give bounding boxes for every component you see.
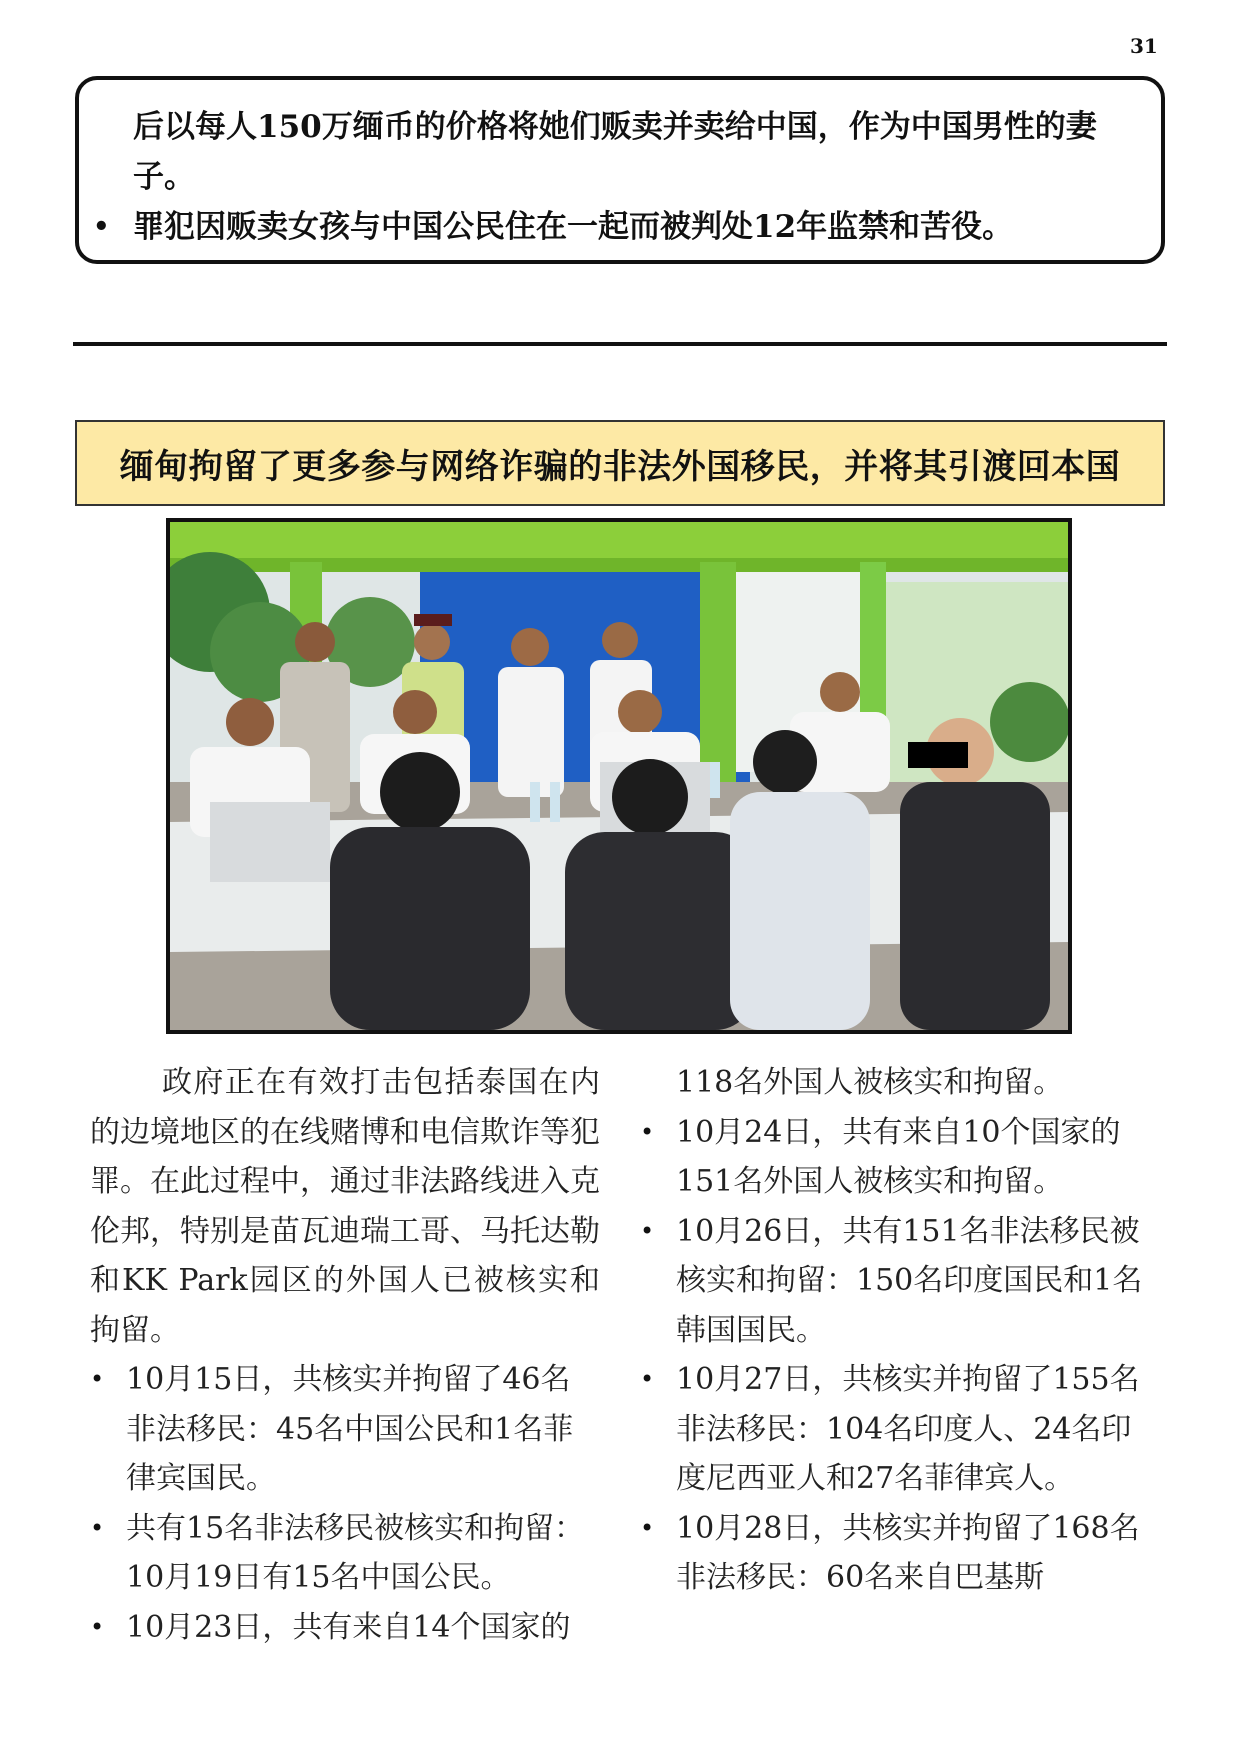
right-column <box>640 1058 1150 1603</box>
page-number: 31 <box>1130 34 1158 58</box>
photo-illustration <box>170 522 1068 1030</box>
box-text-line: 后以每人150万缅币的价格将她们贩卖并卖给中国，作为中国男性的妻 <box>133 109 1097 145</box>
intro-paragraph: 政府正在有效打击包括泰国在内的边境地区的在线赌博和电信欺诈等犯罪。在此过程中，通过非法路线进入克伦邦，特别是苗瓦迪瑞工哥、马托达勒和KK Park园区的外国人已被核实和拘留。 <box>90 1065 600 1348</box>
news-photo <box>166 518 1072 1034</box>
left-column <box>90 1058 600 1652</box>
list-item: • 10月27日，共核实并拘留了155名非法移民：104名印度人、24名印度尼西亚人和27名菲律宾人。 <box>640 1355 1150 1504</box>
list-item: • 10月23日，共有来自14个国家的 <box>90 1603 600 1653</box>
list-item-continuation: 118名外国人被核实和拘留。 <box>676 1065 1064 1100</box>
box-text-line: 子。 <box>133 159 195 195</box>
list-item: • 10月28日，共核实并拘留了168名非法移民：60名来自巴基斯 <box>640 1504 1150 1603</box>
list-item: • 10月26日，共有151名非法移民被核实和拘留：150名印度国民和1名韩国国民。 <box>640 1207 1150 1356</box>
section-divider <box>73 342 1167 346</box>
list-item: • 10月24日，共有来自10个国家的151名外国人被核实和拘留。 <box>640 1108 1150 1207</box>
list-item: • 共有15名非法移民被核实和拘留：10月19日有15名中国公民。 <box>90 1504 600 1603</box>
continued-text-box <box>75 76 1165 264</box>
article-headline: 缅甸拘留了更多参与网络诈骗的非法外国移民，并将其引渡回本国 <box>75 420 1165 506</box>
list-item: • 10月15日，共核实并拘留了46名非法移民：45名中国公民和1名菲律宾国民。 <box>90 1355 600 1504</box>
box-bullet-item: • 罪犯因贩卖女孩与中国公民住在一起而被判处12年监禁和苦役。 <box>133 202 1141 252</box>
